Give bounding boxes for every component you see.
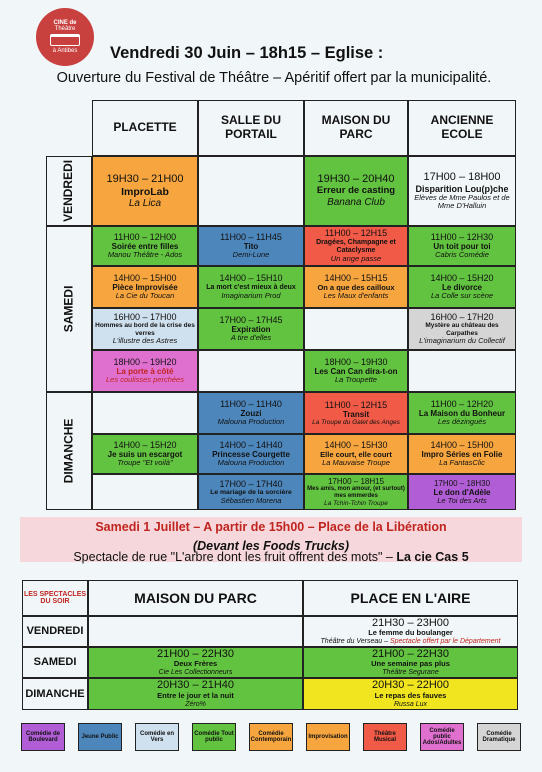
evening-col-parc: MAISON DU PARC	[88, 580, 303, 616]
empty-cell	[198, 350, 304, 392]
evening-day-dimanche: DIMANCHE	[22, 678, 88, 710]
event-cell[interactable]: 11H00 – 11H45 Tito Demi-Lune	[198, 226, 304, 266]
evening-event[interactable]: 21H30 – 23H00 Le femme du boulanger Théâtre du Verseau – Spectacle offert par le Département	[303, 616, 518, 647]
event-cell[interactable]: 16H00 – 17H00 Hommes au bord de la crise des verres L'illustre des Astres	[92, 308, 198, 350]
event-cell[interactable]: 19H30 – 21H00 ImproLab La Lica	[92, 156, 198, 226]
event-cell[interactable]: 11H00 – 12H30 Un toit pour toi Cabris Comédie	[408, 226, 516, 266]
logo-line1: CINE de	[53, 19, 77, 26]
evening-corner-label: LES SPECTACLES DU SOIR	[22, 580, 88, 616]
page-title: Vendredi 30 Juin – 18h15 – Eglise :	[110, 44, 384, 62]
event-cell[interactable]: 16H00 – 17H20 Mystère au château des Carpathes L'imaginarium du Collectif	[408, 308, 516, 350]
legend-item: Improvisation	[306, 723, 350, 751]
empty-cell	[88, 616, 303, 647]
evening-day-vendredi: VENDREDI	[22, 616, 88, 647]
saturday-line1: Samedi 1 Juillet – A partir de 15h00 – Place de la Libération	[95, 520, 447, 534]
event-cell[interactable]: 17H00 – 18H15 Mes amis, mon amour, (et surtout) mes emmerdes La Tchin-Tchin Troupe	[304, 474, 408, 510]
legend-item: Comédie Dramatique	[477, 723, 521, 751]
legend-item: Jeune Public	[78, 723, 122, 751]
logo-line2: Théâtre	[54, 25, 76, 32]
day-label-dimanche: DIMANCHE	[46, 392, 92, 510]
col-header-ecole: ANCIENNE ECOLE	[408, 100, 516, 156]
legend-item: Théâtre Musical	[363, 723, 407, 751]
legend-item: Comédie Contemporain	[249, 723, 293, 751]
legend-item: Comédie en Vers	[135, 723, 179, 751]
event-cell[interactable]: 11H00 – 12H15 Dragées, Champagne et Cataclysme Un ange passe	[304, 226, 408, 266]
event-cell[interactable]: 17H00 – 17H45 Expiration A tire d'elles	[198, 308, 304, 350]
event-cell[interactable]: 14H00 – 15H20 Le divorce La Colle sur scène	[408, 266, 516, 308]
empty-cell	[92, 392, 198, 434]
legend-item: Comédie public Ados/Adultes	[420, 723, 464, 751]
event-cell[interactable]: 18H00 – 19H30 Les Can Can dira-t-on La Troupette	[304, 350, 408, 392]
event-cell[interactable]: 11H00 – 12H00 Soirée entre filles Manou Théâtre - Ados	[92, 226, 198, 266]
event-cell[interactable]: 11H00 – 11H40 Zouzi Malouna Production	[198, 392, 304, 434]
empty-cell	[408, 350, 516, 392]
col-header-placette: PLACETTE	[92, 100, 198, 156]
empty-cell	[304, 308, 408, 350]
event-cell[interactable]: 14H00 – 15H20 Je suis un escargot Troupe "Et voilà"	[92, 434, 198, 474]
logo-line3: à Antibes	[52, 48, 78, 55]
event-cell[interactable]: 14H00 – 14H40 Princesse Courgette Malouna Production	[198, 434, 304, 474]
event-cell[interactable]: 17H00 – 18H00 Disparition Lou(p)che Elèves de Mme Paulos et de Mme D'Halluin	[408, 156, 516, 226]
legend-item: Comédie Tout public	[192, 723, 236, 751]
evening-event[interactable]: 21H00 – 22H30 Une semaine pas plus Théâtre Segurane	[303, 647, 518, 678]
genre-legend	[21, 723, 521, 751]
event-cell[interactable]: 14H00 – 15H00 Impro Séries en Folie La FantasClic	[408, 434, 516, 474]
event-cell[interactable]: 19H30 – 20H40 Erreur de casting Banana Club	[304, 156, 408, 226]
event-cell[interactable]: 14H00 – 15H10 La mort c'est mieux à deux Imaginarium Prod	[198, 266, 304, 308]
theatre-curtain-icon	[50, 34, 80, 46]
evening-day-samedi: SAMEDI	[22, 647, 88, 678]
empty-cell	[198, 156, 304, 226]
col-header-maison: MAISON DU PARC	[304, 100, 408, 156]
legend-item: Comédie de Boulevard	[21, 723, 65, 751]
day-label-samedi: SAMEDI	[46, 226, 92, 392]
event-cell[interactable]: 17H00 – 17H40 Le mariage de la sorcière Sébastien Morena	[198, 474, 304, 510]
day-label-vendredi: VENDREDI	[46, 156, 92, 226]
col-header-portail: SALLE DU PORTAIL	[198, 100, 304, 156]
page-subtitle: Ouverture du Festival de Théâtre – Apéritif offert par la municipalité.	[56, 70, 492, 86]
empty-cell	[92, 474, 198, 510]
event-cell[interactable]: 11H00 – 12H15 Transit La Troupe du Galet des Anges	[304, 392, 408, 434]
event-cell[interactable]: 11H00 – 12H20 La Maison du Bonheur Les dézingués	[408, 392, 516, 434]
evening-event[interactable]: 20H30 – 22H00 Le repas des fauves Russa Lux	[303, 678, 518, 710]
festival-logo	[36, 8, 94, 66]
evening-event[interactable]: 20H30 – 21H40 Entre le jour et la nuit Zéro%	[88, 678, 303, 710]
event-cell[interactable]: 17H00 – 18H30 Le don d'Adèle Le Toi des Arts	[408, 474, 516, 510]
schedule-grid	[46, 100, 516, 510]
event-cell[interactable]: 18H00 – 19H20 La porte à côté Les coulisses perchées	[92, 350, 198, 392]
evening-col-aire: PLACE EN L'AIRE	[303, 580, 518, 616]
evening-event[interactable]: 21H00 – 22H30 Deux Frères Cie Les Collectionneurs	[88, 647, 303, 678]
saturday-line2: (Devant les Foods Trucks)	[192, 539, 350, 553]
evening-shows-grid	[22, 580, 518, 710]
event-cell[interactable]: 14H00 – 15H30 Elle court, elle court La Mauvaise Troupe	[304, 434, 408, 474]
event-cell[interactable]: 14H00 – 15H15 On a que des cailloux Les Maux d'enfants	[304, 266, 408, 308]
street-show-line: Spectacle de rue "L'arbre dont les fruit offrent des mots" – La cie Cas 5	[73, 550, 469, 564]
event-cell[interactable]: 14H00 – 15H00 Pièce Improvisée La Cie du Toucan	[92, 266, 198, 308]
